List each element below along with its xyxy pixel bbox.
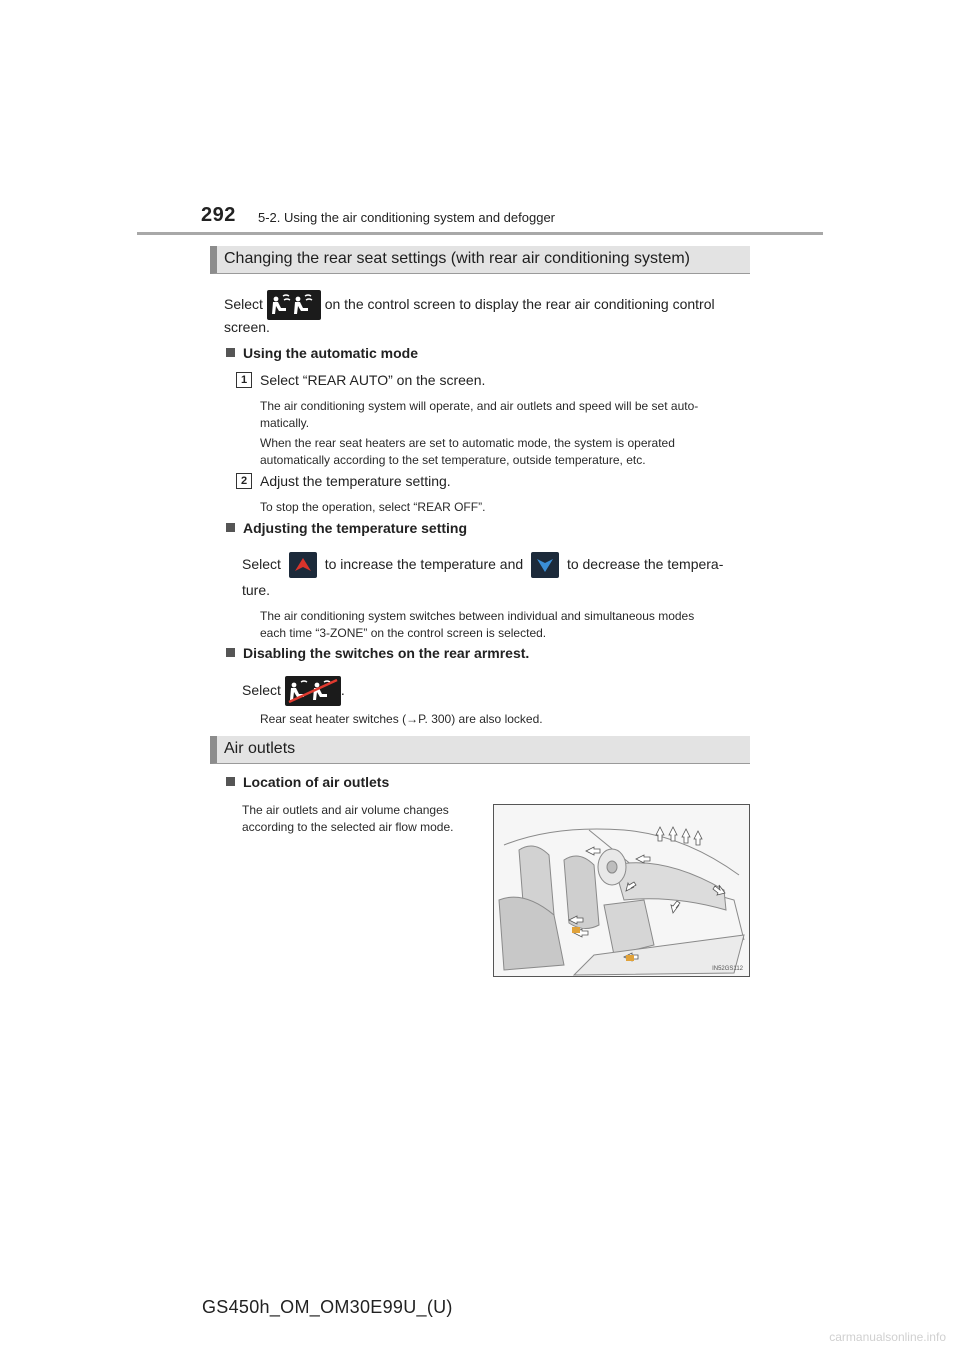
- temperature-up-button[interactable]: [289, 552, 317, 578]
- period: .: [340, 682, 345, 698]
- bullet-square-icon: [226, 348, 235, 357]
- temperature-line: [242, 549, 723, 579]
- note-line: When the rear seat heaters are set to automatic mode, the system is operated: [260, 436, 675, 450]
- temp-increase-text: to increase the temperature and: [324, 556, 524, 572]
- disable-line: [242, 675, 345, 705]
- intro-line: [224, 288, 715, 320]
- subheading-disable-armrest: [226, 645, 529, 661]
- subheading-automatic-mode: [226, 345, 418, 361]
- step-number-1: 1: [236, 372, 252, 388]
- section-heading-text: Changing the rear seat settings (with rear air conditioning system): [224, 250, 690, 267]
- bullet-square-icon: [226, 648, 235, 657]
- step-1-text: Select “REAR AUTO” on the screen.: [260, 372, 486, 388]
- section-title: 5-2. Using the air conditioning system and defogger: [258, 210, 556, 225]
- car-interior-drawing: [494, 805, 749, 976]
- up-arrow-icon: [293, 556, 313, 574]
- header-divider: [137, 232, 823, 235]
- air-outlets-illustration: [493, 804, 750, 977]
- note-line: The air conditioning system switches between individual and simultaneous modes: [260, 609, 695, 623]
- air-outlets-description: [242, 802, 482, 836]
- note-line: automatically according to the set temperature, outside temperature, etc.: [260, 453, 646, 467]
- step-number-2: 2: [236, 473, 252, 489]
- section-heading-air-outlets: [210, 736, 750, 764]
- temp-decrease-text: to decrease the tempera-: [566, 556, 724, 572]
- subheading-text: Location of air outlets: [243, 774, 390, 790]
- bullet-square-icon: [226, 523, 235, 532]
- page-number: 292: [201, 204, 236, 226]
- section-heading-rear-settings: [210, 246, 750, 274]
- section-heading-text: Air outlets: [224, 740, 296, 757]
- desc-line: according to the selected air flow mode.: [242, 820, 454, 834]
- rear-air-conditioning-icon[interactable]: [267, 290, 321, 320]
- disable-note: Rear seat heater switches (→P. 300) are also locked.: [260, 712, 543, 726]
- disable-select-text: Select: [242, 682, 281, 698]
- temperature-down-button[interactable]: [531, 552, 559, 578]
- intro-line-2: screen.: [224, 319, 270, 335]
- subheading-text: Adjusting the temperature setting: [243, 520, 468, 536]
- figure-code: IN52GS112: [712, 966, 743, 972]
- temperature-note: [260, 608, 746, 642]
- desc-line: The air outlets and air volume changes: [242, 803, 449, 817]
- watermark: carmanualsonline.info: [829, 1330, 946, 1344]
- note-line: The air conditioning system will operate, and air outlets and speed will be set auto-: [260, 399, 699, 413]
- subheading-text: Disabling the switches on the rear armrest.: [243, 645, 530, 661]
- bullet-square-icon: [226, 777, 235, 786]
- document-id: GS450h_OM_OM30E99U_(U): [202, 1297, 453, 1317]
- note-line: matically.: [260, 416, 310, 430]
- step-2-text: Adjust the temperature setting.: [260, 473, 451, 489]
- step-1-note-1: [260, 398, 746, 432]
- intro-after-text: on the control screen to display the rear air conditioning control: [324, 296, 715, 312]
- step-1-note-2: [260, 435, 746, 469]
- subheading-text: Using the automatic mode: [243, 345, 419, 361]
- temperature-line-2: ture.: [242, 582, 271, 598]
- intro-select-text: Select: [224, 296, 263, 312]
- subheading-temperature: [226, 520, 467, 536]
- rear-lock-icon[interactable]: [285, 676, 341, 706]
- step-2-note: To stop the operation, select “REAR OFF”.: [260, 500, 486, 514]
- subheading-location: [226, 774, 389, 790]
- down-arrow-icon: [535, 556, 555, 574]
- temp-select-text: Select: [242, 556, 281, 572]
- note-line: each time “3-ZONE” on the control screen is selected.: [260, 626, 547, 640]
